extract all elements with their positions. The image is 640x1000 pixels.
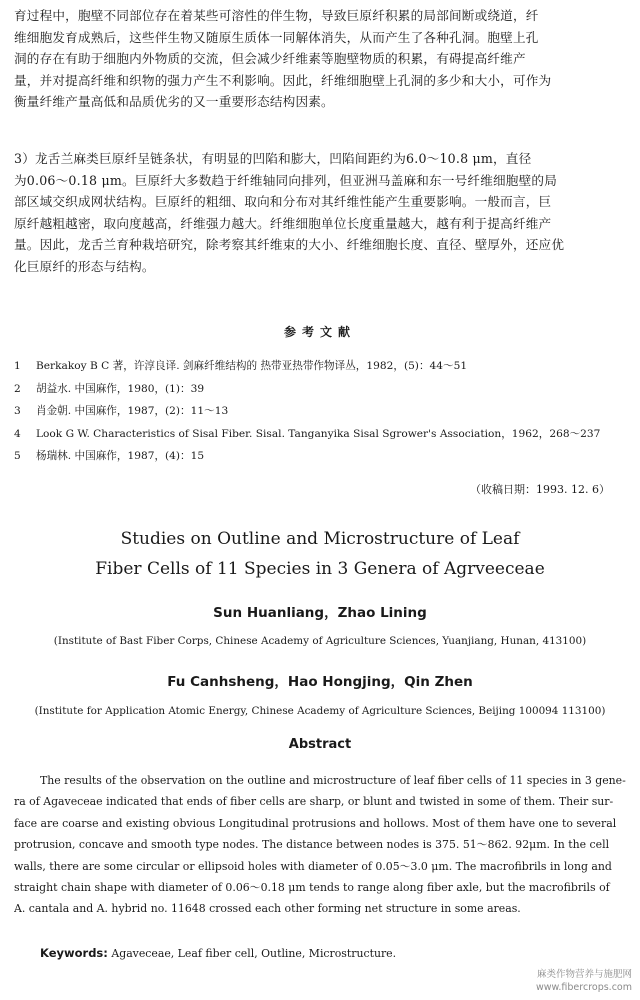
reference-number: 3: [14, 405, 21, 417]
abstract-body: [14, 770, 626, 920]
reference-number: 4: [14, 427, 21, 440]
site-watermark: [522, 968, 632, 994]
text-line: 部区域交织成网状结构。巨原纤的粗细、取向和分布对其纤维性能产生重要影响。一般而言，巨: [14, 194, 552, 210]
reference-number: 1: [14, 360, 21, 372]
reference-text: 肖金朝. 中国麻作，1987，(2)：11～13: [36, 405, 229, 417]
watermark-line: 麻类作物营养与施肥网: [536, 969, 632, 980]
reference-text: Look G W. Characteristics of Sisal Fiber. Sisal. Tanganyika Sisal Sgrower's Association，1962，268～237: [36, 427, 601, 440]
abstract-line: straight chain shape with diameter of 0.06～0.18 μm tends to range along fiber axle, but the macrofibrils of: [14, 881, 610, 895]
reference-item: [14, 355, 626, 378]
keywords-label: Keywords:: [40, 946, 108, 960]
reference-item: [14, 378, 626, 401]
text-line: 量。因此，龙舌兰育种栽培研究，除考察其纤维束的大小、纤维细胞长度、直径、壁厚外，还应优: [14, 237, 565, 253]
abstract-line: face are coarse and existing obvious Longitudinal protrusions and hollows. Most of them have one to several: [14, 816, 617, 830]
abstract-line: The results of the observation on the outline and microstructure of leaf fiber cells of 11 species in 3 gene-: [40, 774, 626, 787]
abstract-line: ra of Agaveceae indicated that ends of fiber cells are sharp, or blunt and twisted in some of them. Their sur-: [14, 795, 614, 809]
title-line: Fiber Cells of 11 Species in 3 Genera of Agrveeceae: [95, 559, 545, 579]
abstract-line: A. cantala and A. hybrid no. 11648 crossed each other forming net structure in some areas.: [14, 902, 521, 916]
reference-number: 5: [14, 450, 21, 462]
text-line: 维细胞发育成熟后，这些伴生物又随原生质体一同解体消失，从而产生了各种孔洞。胞壁上孔: [14, 29, 539, 45]
reference-text: Berkakoy B C 著，许淳良译. 剑麻纤维结构的 热带亚热带作物译丛，1982，(5)：44～51: [36, 360, 468, 372]
chinese-paragraph-1: [14, 5, 626, 113]
text-line: 量，并对提高纤维和织物的强力产生不利影响。因此，纤维细胞壁上孔洞的多少和大小，可作为: [14, 72, 552, 88]
chinese-paragraph-2: [14, 148, 626, 278]
text-line: 原纤越粗越密，取向度越高，纤维强力越大。纤维细胞单位长度重量越大，越有利于提高纤维产: [14, 215, 552, 231]
reference-text: 杨瑞林. 中国麻作，1987，(4)：15: [36, 450, 205, 462]
authors-group-1: Sun Huanliang，Zhao Lining: [213, 605, 427, 621]
affiliation-2: (Institute for Application Atomic Energy, Chinese Academy of Agriculture Sciences, Beijing 100094 113100): [34, 705, 606, 717]
english-title: [0, 524, 640, 584]
abstract-line: protrusion, concave and smooth type nodes. The distance between nodes is 375. 51～862. 92μm. In the cell: [14, 838, 610, 852]
received-date: （收稿日期：1993. 12. 6）: [470, 483, 610, 496]
text-line: 育过程中，胞壁不同部位存在着某些可溶性的伴生物，导致巨原纤积累的局部间断或绕道，纤: [14, 8, 539, 23]
reference-text: 胡益水. 中国麻作，1980，(1)：39: [36, 382, 205, 395]
title-line: Studies on Outline and Microstructure of Leaf: [120, 529, 520, 549]
text-line: 3）龙舌兰麻类巨原纤呈链条状，有明显的凹陷和膨大，凹陷间距约为6.0～10.8 μm，直径: [14, 151, 532, 166]
affiliation-1: (Institute of Bast Fiber Corps, Chinese Academy of Agriculture Sciences, Yuanjiang, Hunan, 413100): [53, 635, 587, 647]
reference-number: 2: [14, 382, 21, 395]
abstract-heading: Abstract: [288, 737, 352, 752]
reference-item: [14, 400, 626, 423]
references-heading: 参考文献: [283, 325, 356, 339]
text-line: 化巨原纤的形态与结构。: [14, 258, 155, 274]
reference-list: [14, 355, 626, 468]
reference-item: [14, 423, 626, 446]
abstract-line: walls, there are some circular or ellipsoid holes with diameter of 0.05～3.0 μm. The macrofibrils in long and: [14, 859, 612, 873]
keywords-text: Agaveceae, Leaf fiber cell, Outline, Microstructure.: [107, 947, 397, 960]
keywords: [40, 946, 630, 960]
authors-group-2: Fu Canhsheng，Hao Hongjing，Qin Zhen: [167, 674, 473, 690]
watermark-url: www.fibercrops.com: [535, 982, 632, 993]
text-line: 为0.06～0.18 μm。巨原纤大多数趋于纤维轴同向排列，但亚洲马盖麻和东一号纤维细胞壁的局: [14, 172, 557, 188]
reference-item: [14, 445, 626, 468]
text-line: 衡量纤维产量高低和品质优劣的又一重要形态结构因素。: [14, 94, 334, 110]
text-line: 洞的存在有助于细胞内外物质的交流，但会减少纤维素等胞壁物质的积累，有碍提高纤维产: [14, 51, 526, 67]
